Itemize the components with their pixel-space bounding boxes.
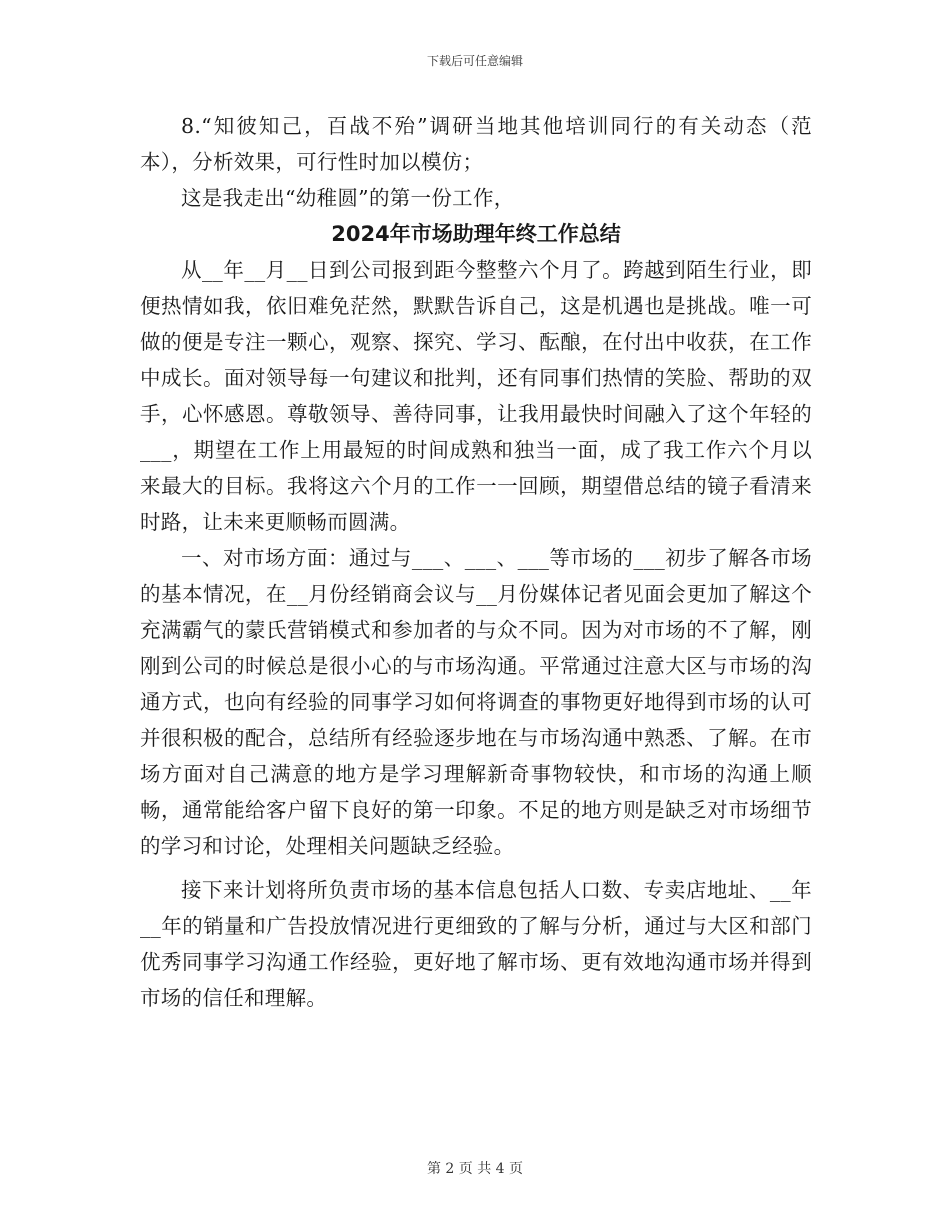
body-paragraph: 接下来计划将所负责市场的基本信息包括人口数、专卖店地址、__年__年的销量和广告投放情况进行更细致的了解与分析，通过与大区和部门优秀同事学习沟通工作经验，更好地了解市场、更有效地沟通市场并得到市场的信任和理解。 xyxy=(140,878,812,1010)
body-paragraph: 一、对市场方面：通过与___、___、___等市场的___初步了解各市场的基本情况，在__月份经销商会议与__月份媒体记者见面会更加了解这个充满霸气的蒙氏营销模式和参加者的与众不同。因为对市场的不了解，刚刚到公司的时候总是很小心的与市场沟通。平常通过注意大区与市场的沟通方式，也向有经验的同事学习如何将调查的事物更好地得到市场的认可并很积极的配合，总结所有经验逐步地在与市场沟通中熟悉、了解。在市场方面对自己满意的地方是学习理解新奇事物较快，和市场的沟通上顺畅，通常能给客户留下良好的第一印象。不足的地方则是缺乏对市场细节的学习和讨论，处理相关问题缺乏经验。 xyxy=(140,546,812,858)
intro-paragraph: 8.“知彼知己，百战不殆”调研当地其他培训同行的有关动态（范本），分析效果，可行性时加以模仿； xyxy=(140,114,812,174)
page-header: 下载后可任意编辑 xyxy=(426,54,523,68)
body-paragraph: 从__年__月__日到公司报到距今整整六个月了。跨越到陌生行业，即便热情如我，依旧难免茫然，默默告诉自己，这是机遇也是挑战。唯一可做的便是专注一颗心，观察、探究、学习、酝酿，在付出中收获，在工作中成长。面对领导每一句建议和批判，还有同事们热情的笑脸、帮助的双手，心怀感恩。尊敬领导、善待同事，让我用最快时间融入了这个年轻的___，期望在工作上用最短的时间成熟和独当一面，成了我工作六个月以来最大的目标。我将这六个月的工作一一回顾，期望借总结的镜子看清来时路，让未来更顺畅而圆满。 xyxy=(140,258,812,534)
document-title: 2024年市场助理年终工作总结 xyxy=(331,222,621,246)
page-footer: 第 2 页 共 4 页 xyxy=(426,1161,524,1177)
document-body xyxy=(140,108,812,1016)
intro-paragraph: 这是我走出“幼稚圆”的第一份工作， xyxy=(181,186,515,210)
